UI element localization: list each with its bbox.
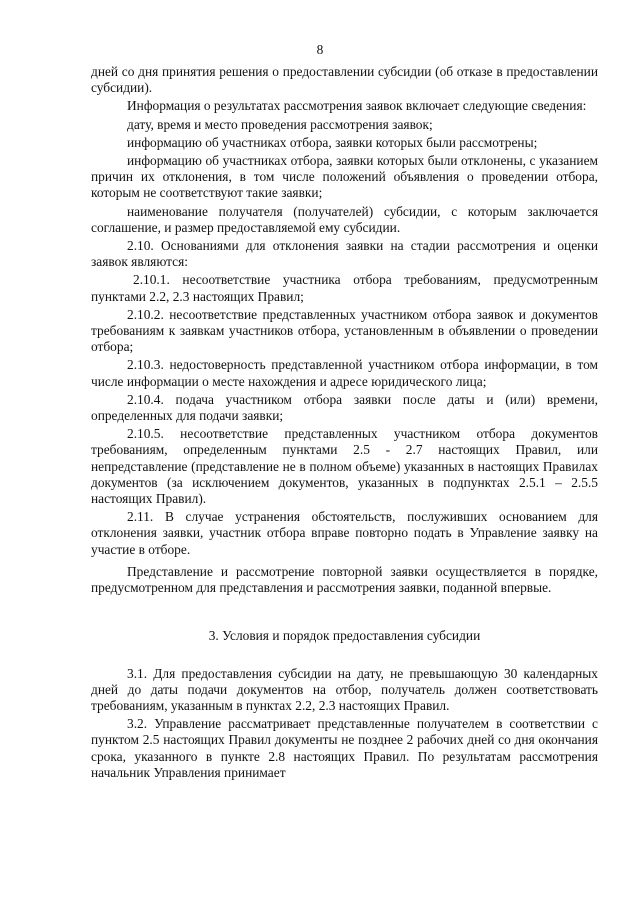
paragraph: наименование получателя (получателей) субсидии, с которым заключается соглашение, и размер предоставляемой ему субсидии.	[91, 203, 598, 235]
paragraph: 2.10.4. подача участником отбора заявки после даты и (или) времени, определенных для подачи заявки;	[91, 391, 598, 424]
paragraph: 2.11. В случае устранения обстоятельств, послуживших основанием для отклонения заявки, участник отбора вправе повторно подать в Управление заявку на участие в отборе.	[91, 509, 598, 557]
paragraph: 3.1. Для предоставления субсидии на дату, не превышающую 30 календарных дней до даты подачи документов на отбор, получатель должен соответствовать требованиям, указанным в пунктах 2.2, 2.3 настоящих Правил.	[91, 665, 598, 713]
paragraph: 2.10. Основаниями для отклонения заявки на стадии рассмотрения и оценки заявок являются:	[91, 238, 598, 270]
paragraph: 2.10.2. несоответствие представленных участником отбора заявок и документов требованиям к заявкам участников отбора, установленным в объявлении о проведении отбора;	[91, 306, 598, 355]
paragraph: информацию об участниках отбора, заявки которых были рассмотрены;	[127, 134, 538, 150]
paragraph: Информация о результатах рассмотрения заявок включает следующие сведения:	[127, 98, 587, 114]
paragraph: 2.10.3. недостоверность представленной участником отбора информации, в том числе информации о месте нахождения и адресе юридического лица;	[91, 357, 598, 389]
paragraph: информацию об участниках отбора, заявки которых были отклонены, с указанием причин их отклонения, в том числе положений объявления о проведении отбора, которым не соответствуют такие заявки;	[91, 153, 598, 201]
paragraph: 2.10.1. несоответствие участника отбора требованиям, предусмотренным пунктами 2.2, 2.3 настоящих Правил;	[91, 272, 598, 304]
paragraph: дату, время и место проведения рассмотрения заявок;	[127, 116, 433, 132]
paragraph: Представление и рассмотрение повторной заявки осуществляется в порядке, предусмотренном для представления и рассмотрения заявки, поданной впервые.	[91, 563, 598, 596]
section-heading: 3. Условия и порядок предоставления субсидии	[208, 628, 481, 644]
paragraph: 3.2. Управление рассматривает представленные получателем в соответствии с пунктом 2.5 настоящих Правил документы не позднее 2 рабочих дней со дня окончания срока, указанного в пункте 2.8 настоящих Правил. По результатам рассмотрения начальник Управления принимает	[91, 716, 598, 780]
page-number: 8	[316, 42, 324, 57]
page-content	[91, 64, 598, 781]
paragraph: 2.10.5. несоответствие представленных участником отбора документов требованиям, определенным пунктами 2.5 - 2.7 настоящих Правил, или непредставление (представление не в полном объеме) указанных в настоящих Правилах документов (за исключением документов, указанных в подпунктах 2.5.1 – 2.5.5 настоящих Правил).	[91, 426, 598, 507]
paragraph: дней со дня принятия решения о предоставлении субсидии (об отказе в предоставлении субсидии).	[91, 64, 598, 96]
